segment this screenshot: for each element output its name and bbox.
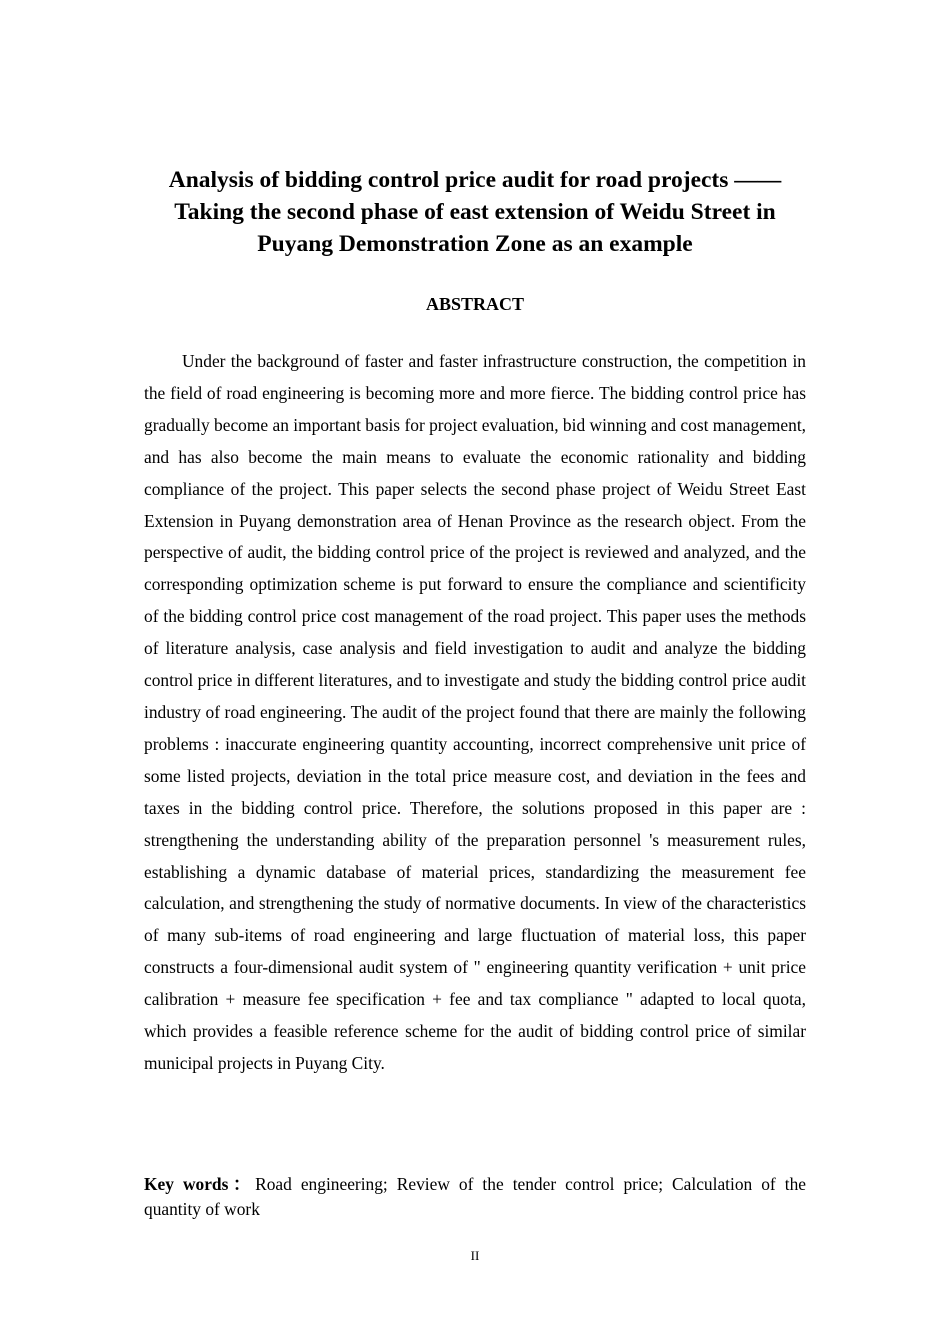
abstract-paragraph: Under the background of faster and faster infrastructure construction, the competition in the field of road engineering is becoming more and more fierce. The bidding control price has gradually become an important basis for project evaluation, bid winning and cost management, and has also become the main means to evaluate the economic rationality and bidding compliance of the project. This paper selects the second phase project of Weidu Street East Extension in Puyang demonstration area of Henan Province as the research object. From the perspective of audit, the bidding control price of the project is reviewed and analyzed, and the corresponding optimization scheme is put forward to ensure the compliance and scientificity of the bidding control price cost management of the road project. This paper uses the methods of literature analysis, case analysis and field investigation to audit and analyze the bidding control price in different literatures, and to investigate and study the bidding control price audit industry of road engineering. The audit of the project found that there are mainly the following problems : inaccurate engineering quantity accounting, incorrect comprehensive unit price of some listed projects, deviation in the total price measure cost, and deviation in the fees and taxes in the bidding control price. Therefore, the solutions proposed in this paper are : strengthening the understanding ability of the preparation personnel 's measurement rules, establishing a dynamic database of material prices, standardizing the measurement fee calculation, and strengthening the study of normative documents. In view of the characteristics of many sub-items of road engineering and large fluctuation of material loss, this paper constructs a four-dimensional audit system of " engineering quantity verification + unit price calibration + measure fee specification + fee and tax compliance " adapted to local quota, which provides a feasible reference scheme for the audit of bidding control price of similar municipal projects in Puyang City. [144, 351, 806, 1073]
keywords-section [144, 1172, 806, 1222]
keywords-label: Key words： [144, 1174, 256, 1194]
page-number: II [470, 1248, 480, 1263]
abstract-heading: ABSTRACT [425, 294, 525, 314]
keywords-text: Road engineering; Review of the tender control price; Calculation of the quantity of work [144, 1174, 806, 1219]
paper-title: Analysis of bidding control price audit for road projects —— Taking the second phase of east extension of Weidu Street in Puyang Demonstration Zone as an example [168, 167, 782, 257]
